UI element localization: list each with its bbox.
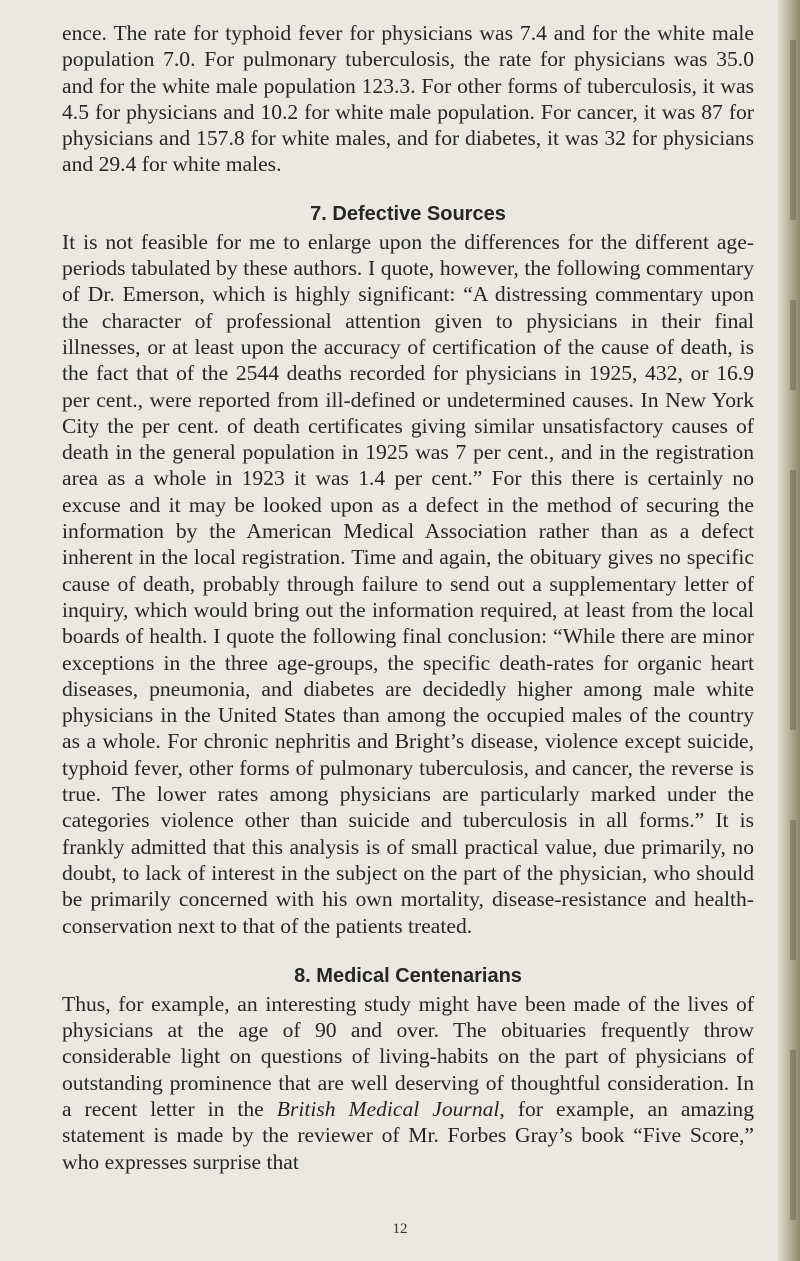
intro-paragraph: ence. The rate for typhoid fever for physicians was 7.4 and for the white male population 7.0. For pulmonary tuberculosis, the rate for physicians was 35.0 and for the white male population 123.3. For other forms of tuberculosis, it was 4.5 for physicians and 10.2 for white male population. For cancer, it was 87 for physicians and 157.8 for white males, and for diabetes, it was 32 for physicians and 29.4 for white males. (62, 21, 754, 177)
section-7-heading: 7. Defective Sources (310, 202, 506, 225)
section-8-text-start: Thus, for example, an interesting study might have been made of the lives of physicians at the age of 90 and over. The obituaries frequently throw considerable light on questions of living-habits on the part of physicians of outstanding prominence that are well deserving of thoughtful consideration. In a recent letter in the (62, 991, 754, 1121)
page-body (62, 20, 754, 1175)
page-number: 12 (392, 1221, 408, 1237)
section-8-text-end: for example, an amazing statement is made by the reviewer of Mr. Forbes Gray’s book “Five Score,” who expresses surprise that (62, 1096, 754, 1174)
journal-title: British Medical Journal, (276, 1096, 505, 1121)
section-7-paragraph: It is not feasible for me to enlarge upon the differences for the different age-periods tabulated by these authors. I quote, however, the following commentary of Dr. Emerson, which is highly significant: “A distressing commentary upon the character of professional attention given to physicians in their final illnesses, or at least upon the accuracy of certification of the cause of death, is the fact that of the 2544 deaths recorded for physicians in 1925, 432, or 16.9 per cent., were reported from ill-defined or undetermined causes. In New York City the per cent. of death certificates giving similar unsatisfactory causes of death in the general population in 1925 was 7 per cent., and in the registration area as a whole in 1923 it was 1.4 per cent.” For this there is certainly no excuse and it may be looked upon as a defect in the method of securing the information by the American Medical Association rather than as a defect inherent in the local registration. Time and again, the obituary gives no specific cause of death, probably through failure to send out a supplementary letter of inquiry, which would bring out the information required, at least from the local boards of health. I quote the following final conclusion: “While there are minor exceptions in the three age-groups, the specific death-rates for organic heart diseases, pneumonia, and diabetes are decidedly higher among male white physicians in the United States than among the occupied males of the country as a whole. For chronic nephritis and Bright’s disease, violence except suicide, typhoid fever, other forms of pulmonary tuberculosis, and cancer, the reverse is true. The lower rates among physicians are particularly marked under the categories violence other than suicide and tuberculosis in all forms.” It is frankly admitted that this analysis is of small practical value, due primarily, no doubt, to lack of interest in the subject on the part of the physician, who should be primarily concerned with his own mortality, disease-resistance and health-conservation next to that of the patients treated. (62, 229, 754, 938)
section-8-paragraph (62, 991, 754, 1175)
page-binding-edge (778, 0, 800, 1261)
section-8-heading: 8. Medical Centenarians (294, 964, 522, 987)
